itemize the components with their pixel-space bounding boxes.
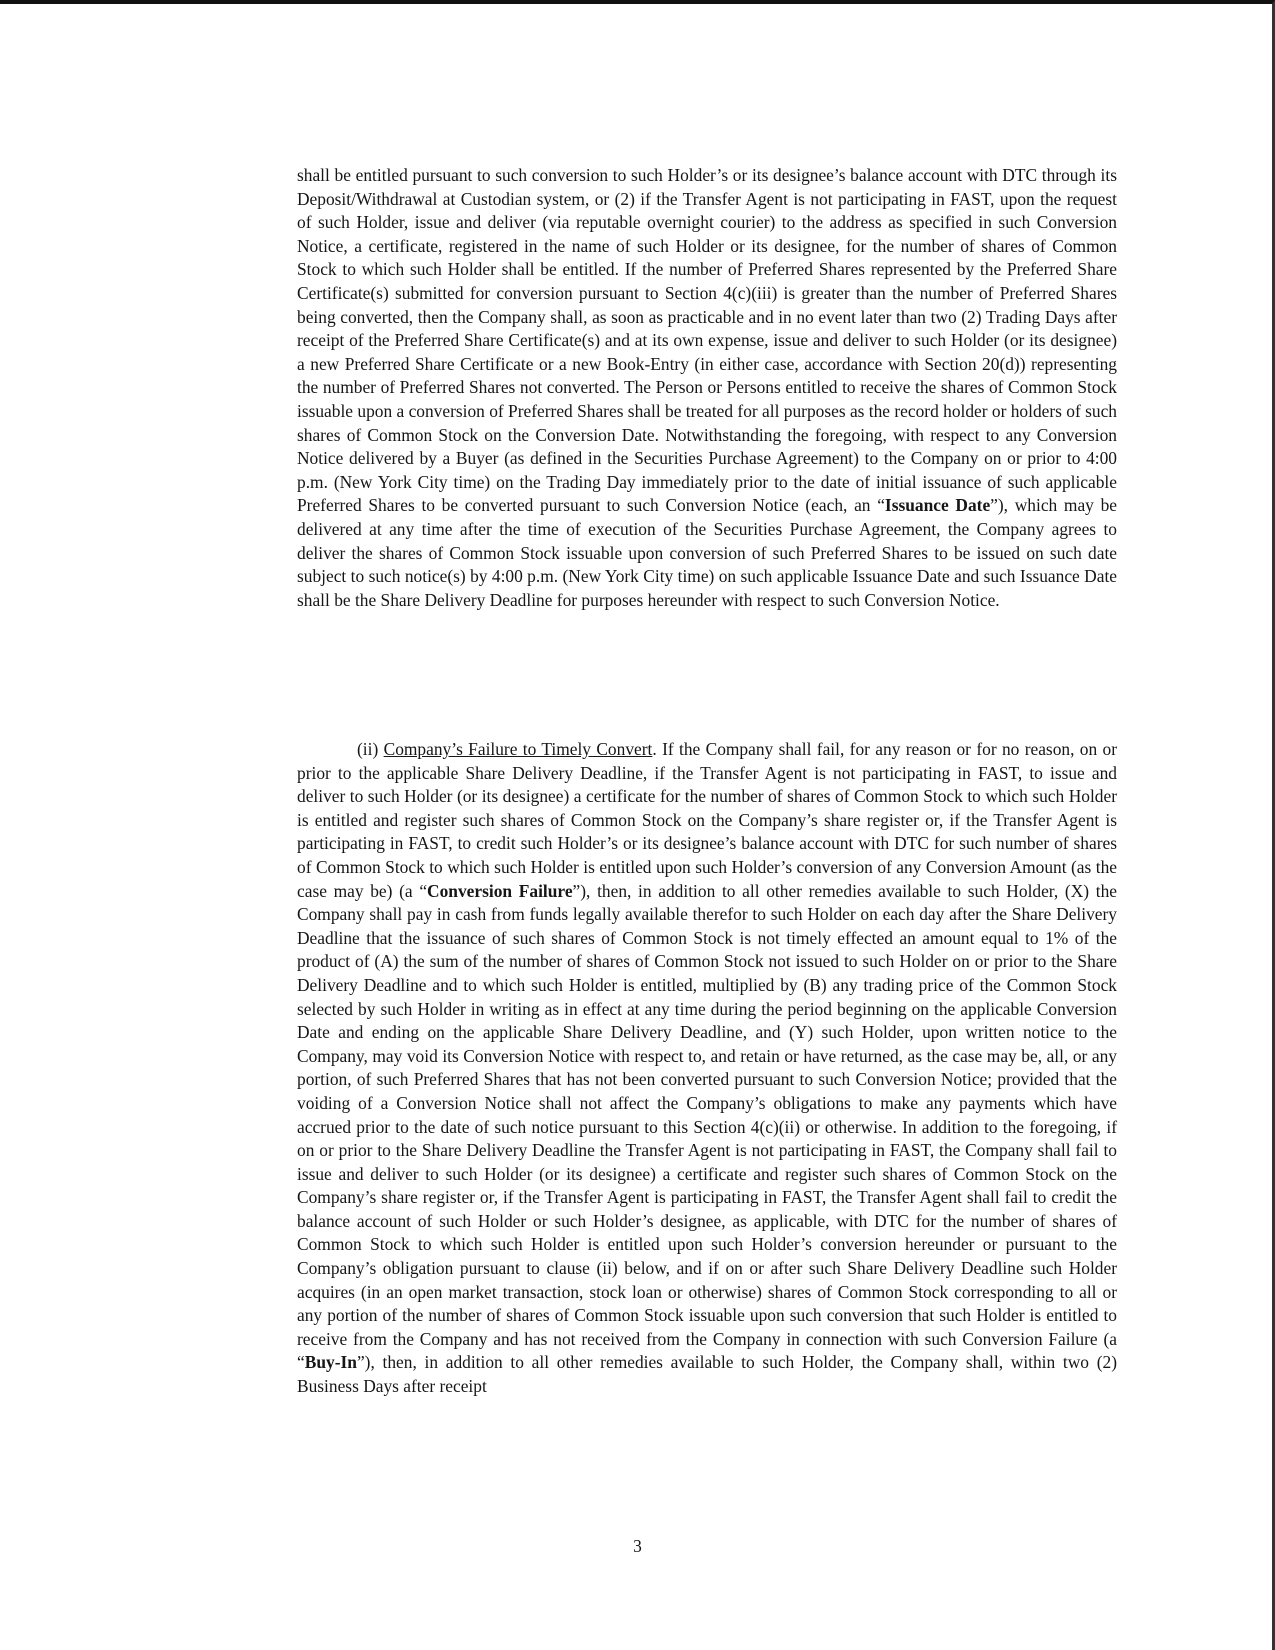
paragraph-2-text-b: ”), then, in addition to all other remedies available to such Holder, (X) the Company shall pay in cash from funds legally available therefor to such Holder on each day after the Share Delivery Deadline that the issuance of such shares of Common Stock is not timely effected an amount equal to 1% of the product of (A) the sum of the number of shares of Common Stock not issued to such Holder on or prior to the Share Delivery Deadline and to which such Holder is entitled, multiplied by (B) any trading price of the Common Stock selected by such Holder in writing as in effect at any time during the period beginning on the applicable Conversion Date and ending on the applicable Share Delivery Deadline, and (Y) such Holder, upon written notice to the Company, may void its Conversion Notice with respect to, and retain or have returned, as the case may be, all, or any portion, of such Preferred Shares that has not been converted pursuant to such Conversion Notice; provided that the voiding of a Conversion Notice shall not affect the Company’s obligations to make any payments which have accrued prior to the date of such notice pursuant to this Section 4(c)(ii) or otherwise. In addition to the foregoing, if on or prior to the Share Delivery Deadline the Transfer Agent is not participating in FAST, the Company shall fail to issue and deliver to such Holder (or its designee) a certificate and register such shares of Common Stock on the Company’s share register or, if the Transfer Agent is participating in FAST, the Transfer Agent shall fail to credit the balance account of such Holder or such Holder’s designee, as applicable, with DTC for the number of shares of Common Stock to which such Holder is entitled upon such Holder’s conversion hereunder or pursuant to the Company’s obligation pursuant to clause (ii) below, and if on or after such Share Delivery Deadline such Holder acquires (in an open market transaction, stock loan or otherwise) shares of Common Stock corresponding to all or any portion of the number of shares of Common Stock issuable upon such conversion that such Holder is entitled to receive from the Company and has not received from the Company in connection with such Conversion Failure (a “ <box>297 880 1118 1373</box>
page-number: 3 <box>633 1536 642 1556</box>
paragraph-1-text-a: shall be entitled pursuant to such conversion to such Holder’s or its designee’s balance account with DTC through its Deposit/Withdrawal at Custodian system, or (2) if the Transfer Agent is not participating in FAST, upon the request of such Holder, issue and deliver (via reputable overnight courier) to the address as specified in such Conversion Notice, a certificate, registered in the name of such Holder or its designee, for the number of shares of Common Stock to which such Holder shall be entitled. If the number of Preferred Shares represented by the Preferred Share Certificate(s) submitted for conversion pursuant to Section 4(c)(iii) is greater than the number of Preferred Shares being converted, then the Company shall, as soon as practicable and in no event later than two (2) Trading Days after receipt of the Preferred Share Certificate(s) and at its own expense, issue and deliver to such Holder (or its designee) a new Preferred Share Certificate or a new Book-Entry (in either case, accordance with Section 20(d)) representing the number of Preferred Shares not converted. The Person or Persons entitled to receive the shares of Common Stock issuable upon a conversion of Preferred Shares shall be treated for all purposes as the record holder or holders of such shares of Common Stock on the Conversion Date. Notwithstanding the foregoing, with respect to any Conversion Notice delivered by a Buyer (as defined in the Securities Purchase Agreement) to the Company on or prior to 4:00 p.m. (New York City time) on the Trading Day immediately prior to the date of initial issuance of such applicable Preferred Shares to be converted pursuant to such Conversion Notice (each, an “ <box>297 165 1117 516</box>
paragraph-continued <box>297 164 1117 612</box>
defined-term-conversion-failure: Conversion Failure <box>427 880 573 901</box>
paragraph-section-ii <box>297 738 1117 1399</box>
defined-term-issuance-date: Issuance Date <box>884 495 991 516</box>
section-number: (ii) <box>357 739 384 759</box>
section-heading: Company’s Failure to Timely Convert <box>383 739 653 759</box>
paragraph-2-text-a: . If the Company shall fail, for any reason or for no reason, on or prior to the applicable Share Delivery Deadline, if the Transfer Agent is not participating in FAST, to issue and deliver to such Holder (or its designee) a certificate for the number of shares of Common Stock to which such Holder is entitled and register such shares of Common Stock on the Company’s share register or, if the Transfer Agent is participating in FAST, to credit such Holder’s or its designee’s balance account with DTC for such number of shares of Common Stock to which such Holder is entitled upon such Holder’s conversion of any Conversion Amount (as the case may be) (a “ <box>297 739 1118 901</box>
paragraph-2-text-c: ”), then, in addition to all other remedies available to such Holder, the Company shall, within two (2) Business Days after receipt <box>297 1352 1117 1397</box>
defined-term-buy-in: Buy-In <box>304 1352 357 1373</box>
paragraph-1-text-b: ”), which may be delivered at any time after the time of execution of the Securities Purchase Agreement, the Company agrees to deliver the shares of Common Stock issuable upon conversion of such Preferred Shares to be issued on such date subject to such notice(s) by 4:00 p.m. (New York City time) on such applicable Issuance Date and such Issuance Date shall be the Share Delivery Deadline for purposes hereunder with respect to such Conversion Notice. <box>297 495 1117 610</box>
